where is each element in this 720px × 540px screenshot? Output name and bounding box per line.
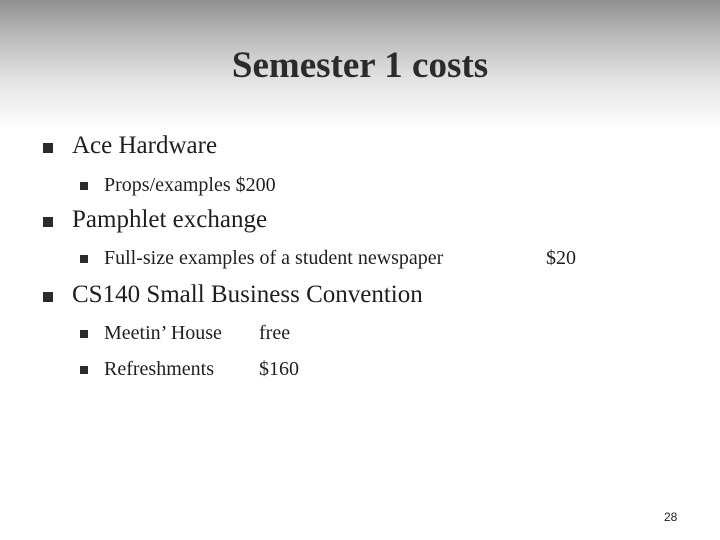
sub-bullet-item: Props/examples $200 xyxy=(104,174,276,196)
slide-title: Semester 1 costs xyxy=(231,45,489,86)
bullet-square-icon xyxy=(43,217,53,227)
sub-bullet-item: Refreshments xyxy=(104,358,214,380)
sub-bullet-item: Meetin’ House xyxy=(104,322,222,344)
sub-bullet-square-icon xyxy=(80,255,88,263)
slide-number: 28 xyxy=(664,510,678,524)
bullet-item: Ace Hardware xyxy=(72,132,218,159)
bullet-square-icon xyxy=(43,292,53,302)
bullet-item: CS140 Small Business Convention xyxy=(72,281,423,308)
sub-bullet-square-icon xyxy=(80,366,88,374)
sub-bullet-square-icon xyxy=(80,182,88,190)
sub-bullet-item: Full-size examples of a student newspaper xyxy=(104,247,444,269)
bullet-square-icon xyxy=(43,143,53,153)
bullet-item: Pamphlet exchange xyxy=(72,206,268,233)
sub-bullet-value: $160 xyxy=(259,358,299,380)
sub-bullet-square-icon xyxy=(80,330,88,338)
sub-bullet-value: free xyxy=(259,322,291,344)
sub-bullet-value: $20 xyxy=(546,247,576,269)
